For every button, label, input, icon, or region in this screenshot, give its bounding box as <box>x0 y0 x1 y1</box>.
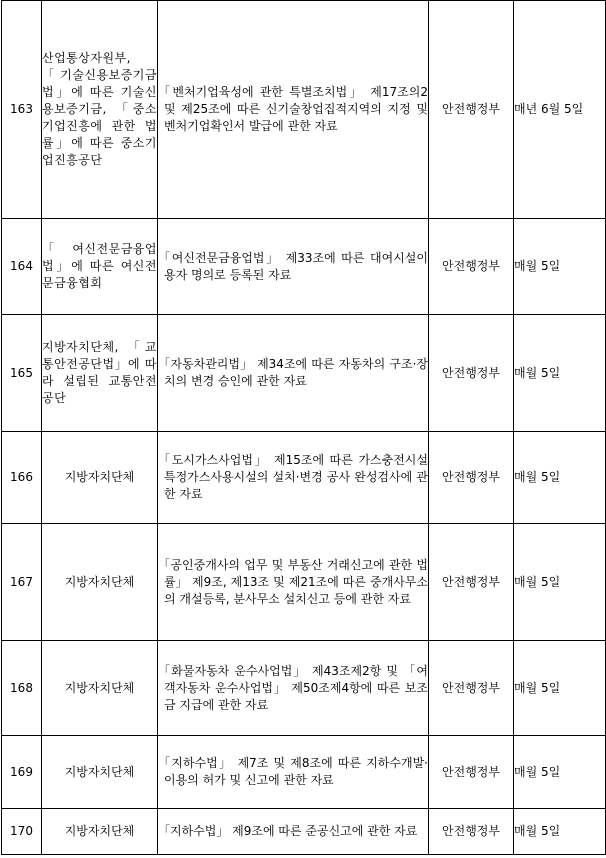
data-description-text: 「화물자동차 운수사업법」 제43조제2항 및 「여객자동차 운수사업법」 제50조제4항에 따른 보조금 지급에 관한 자료 <box>158 663 428 712</box>
table-row <box>2 736 606 809</box>
data-description <box>158 736 429 809</box>
data-description <box>158 315 429 432</box>
provider-organization: 지방자치단체 <box>42 809 158 855</box>
data-description-text: 「지하수법」 제7조 및 제8조에 따른 지하수개발·이용의 허가 및 신고에 관한 자료 <box>158 756 428 787</box>
provider-organization: 지방자치단체 <box>42 736 158 809</box>
data-description <box>158 809 429 855</box>
provider-organization: 「여신전문금융업법」에 따른 여신전문금융협회 <box>42 219 158 315</box>
row-number: 165 <box>2 315 42 432</box>
data-description-text: 「지하수법」 제9조에 따른 준공신고에 관한 자료 <box>158 824 418 838</box>
row-number: 166 <box>2 432 42 524</box>
provision-period: 매월 5일 <box>514 432 606 524</box>
receiving-agency: 안전행정부 <box>429 315 514 432</box>
provider-organization: 지방자치단체 <box>42 432 158 524</box>
provision-period: 매년 6월 5일 <box>514 1 606 219</box>
provider-organization: 산업통상자원부, 「기술신용보증기금법」에 따른 기술신용보증기금, 「중소기업진흥에 관한 법률」에 따른 중소기업진흥공단 <box>42 1 158 219</box>
data-description-text: 「공인중개사의 업무 및 부동산 거래신고에 관한 법률」 제9조, 제13조 및 제21조에 따른 중개사무소의 개설등록, 분사무소 설치신고 등에 관한 자료 <box>158 557 428 606</box>
provision-period: 매월 5일 <box>514 219 606 315</box>
data-description <box>158 219 429 315</box>
table-row <box>2 432 606 524</box>
receiving-agency: 안전행정부 <box>429 736 514 809</box>
provider-organization: 지방자치단체, 「교통안전공단법」에 따라 설립된 교통안전공단 <box>42 315 158 432</box>
provision-period: 매월 5일 <box>514 524 606 641</box>
provider-organization: 지방자치단체 <box>42 641 158 736</box>
data-description <box>158 641 429 736</box>
provision-period: 매월 5일 <box>514 736 606 809</box>
provision-period: 매월 5일 <box>514 641 606 736</box>
table-row <box>2 219 606 315</box>
data-description-text: 「여신전문금융업법」 제33조에 따른 대여시설이용자 명의로 등록된 자료 <box>158 250 428 282</box>
table-row <box>2 524 606 641</box>
provision-table <box>1 0 606 855</box>
receiving-agency: 안전행정부 <box>429 641 514 736</box>
table-row <box>2 315 606 432</box>
data-description <box>158 1 429 219</box>
provider-organization: 지방자치단체 <box>42 524 158 641</box>
row-number: 164 <box>2 219 42 315</box>
receiving-agency: 안전행정부 <box>429 432 514 524</box>
provision-period: 매월 5일 <box>514 315 606 432</box>
table-row <box>2 809 606 855</box>
table-row <box>2 1 606 219</box>
row-number: 167 <box>2 524 42 641</box>
data-description-text: 「도시가스사업법」 제15조에 따른 가스충전시설 특정가스사용시설의 설치·변경 공사 완성검사에 관한 자료 <box>158 453 428 501</box>
data-description <box>158 524 429 641</box>
row-number: 169 <box>2 736 42 809</box>
table-row <box>2 641 606 736</box>
receiving-agency: 안전행정부 <box>429 219 514 315</box>
data-description-text: 「벤처기업육성에 관한 특별조치법」 제17조의2 및 제25조에 따른 신기술창업집적지역의 지정 및 벤처기업확인서 발급에 관한 자료 <box>158 85 428 133</box>
data-description-text: 「자동차관리법」 제34조에 따른 자동차의 구조·장치의 변경 승인에 관한 자료 <box>158 357 428 388</box>
row-number: 170 <box>2 809 42 855</box>
data-description <box>158 432 429 524</box>
row-number: 168 <box>2 641 42 736</box>
provision-period: 매월 5일 <box>514 809 606 855</box>
receiving-agency: 안전행정부 <box>429 524 514 641</box>
receiving-agency: 안전행정부 <box>429 1 514 219</box>
receiving-agency: 안전행정부 <box>429 809 514 855</box>
row-number: 163 <box>2 1 42 219</box>
